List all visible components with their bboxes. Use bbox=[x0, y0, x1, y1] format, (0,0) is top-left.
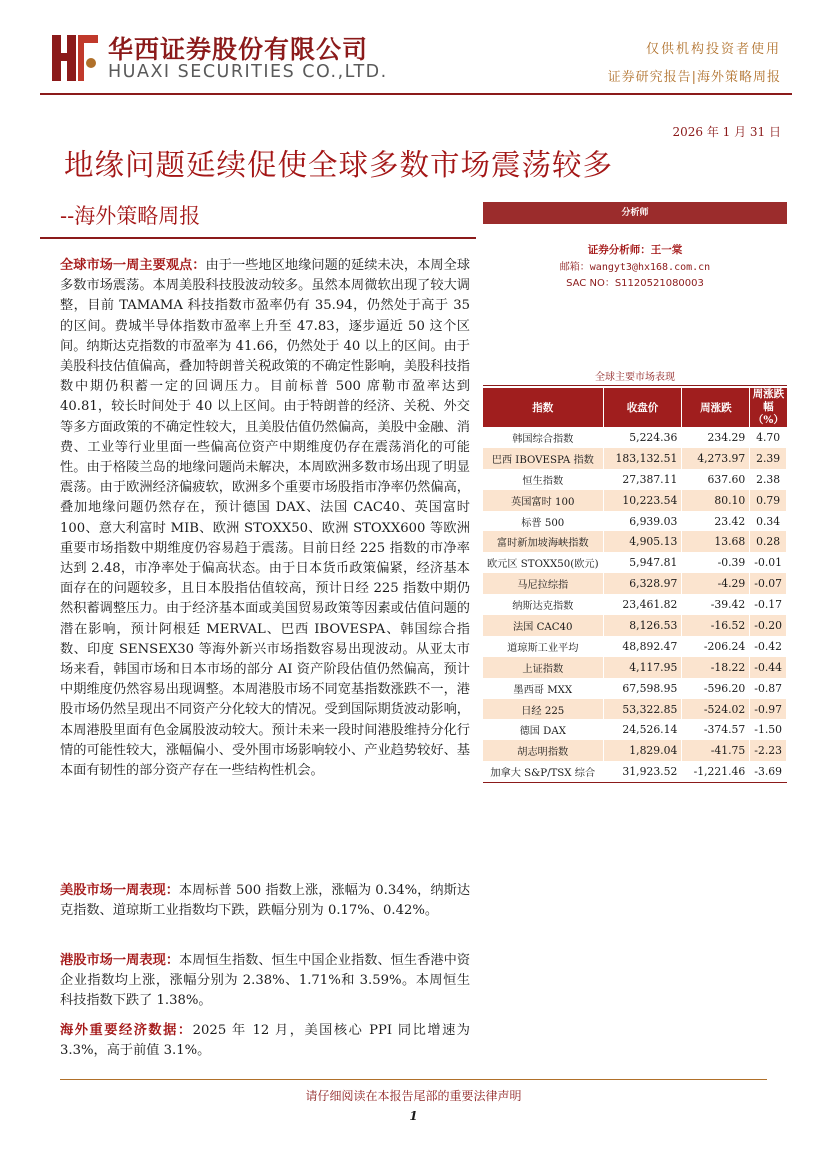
cell-index-name: 纳斯达克指数 bbox=[483, 594, 603, 615]
cell-pct: 4.70 bbox=[750, 427, 787, 448]
company-name-cn: 华西证券股份有限公司 bbox=[108, 35, 369, 64]
cell-pct: -0.01 bbox=[750, 552, 787, 573]
cell-change: -4.29 bbox=[682, 573, 750, 594]
cell-pct: -0.07 bbox=[750, 573, 787, 594]
cell-close: 4,905.13 bbox=[603, 531, 682, 552]
table-row bbox=[483, 719, 787, 740]
cell-close: 4,117.95 bbox=[603, 657, 682, 678]
cell-close: 8,126.53 bbox=[603, 615, 682, 636]
hk-market-lead: 港股市场一周表现： bbox=[60, 953, 180, 968]
table-row bbox=[483, 594, 787, 615]
col-header-close: 收盘价 bbox=[603, 388, 682, 427]
cell-index-name: 欧元区 STOXX50(欧元) bbox=[483, 552, 603, 573]
analyst-name: 证券分析师：王一棠 bbox=[587, 244, 683, 256]
table-row bbox=[483, 615, 787, 636]
table-row bbox=[483, 531, 787, 552]
cell-pct: -0.87 bbox=[750, 678, 787, 699]
cell-index-name: 韩国综合指数 bbox=[483, 427, 603, 448]
table-row bbox=[483, 699, 787, 720]
cell-close: 67,598.95 bbox=[603, 678, 682, 699]
macro-data-paragraph bbox=[60, 1021, 470, 1061]
cell-change: -39.42 bbox=[682, 594, 750, 615]
cell-index-name: 德国 DAX bbox=[483, 719, 603, 740]
cell-pct: -0.97 bbox=[750, 699, 787, 720]
col-header-change: 周涨跌 bbox=[682, 388, 750, 427]
table-row bbox=[483, 573, 787, 594]
table-row bbox=[483, 511, 787, 532]
cell-change: -41.75 bbox=[682, 740, 750, 761]
col-header-pct: 周涨跌幅（%） bbox=[750, 388, 787, 427]
cell-pct: -0.42 bbox=[750, 636, 787, 657]
market-performance-table bbox=[483, 388, 787, 783]
cell-close: 10,223.54 bbox=[603, 490, 682, 511]
cell-pct: 2.39 bbox=[750, 448, 787, 469]
cell-close: 1,829.04 bbox=[603, 740, 682, 761]
cell-index-name: 恒生指数 bbox=[483, 469, 603, 490]
page-number: 1 bbox=[409, 1109, 418, 1123]
cell-pct: 2.38 bbox=[750, 469, 787, 490]
cell-index-name: 马尼拉综指 bbox=[483, 573, 603, 594]
col-header-index: 指数 bbox=[483, 388, 603, 427]
cell-close: 48,892.47 bbox=[603, 636, 682, 657]
subtitle-divider bbox=[40, 237, 476, 239]
header-divider bbox=[40, 93, 792, 95]
market-table-body bbox=[483, 427, 787, 783]
cell-change: -18.22 bbox=[682, 657, 750, 678]
cell-index-name: 富时新加坡海峡指数 bbox=[483, 531, 603, 552]
cell-index-name: 道琼斯工业平均 bbox=[483, 636, 603, 657]
cell-index-name: 巴西 IBOVESPA 指数 bbox=[483, 448, 603, 469]
analyst-sac-number: SAC NO：S1120521080003 bbox=[566, 278, 704, 289]
cell-change: 637.60 bbox=[682, 469, 750, 490]
table-header-row bbox=[483, 388, 787, 427]
us-market-lead: 美股市场一周表现： bbox=[60, 883, 179, 898]
global-market-lead: 全球市场一周主要观点： bbox=[60, 258, 206, 273]
cell-change: 23.42 bbox=[682, 511, 750, 532]
cell-pct: -0.17 bbox=[750, 594, 787, 615]
table-row bbox=[483, 490, 787, 511]
macro-data-lead: 海外重要经济数据： bbox=[60, 1023, 193, 1038]
cell-change: 13.68 bbox=[682, 531, 750, 552]
company-logo-icon bbox=[52, 33, 98, 83]
company-name-en: HUAXI SECURITIES CO.,LTD. bbox=[108, 62, 388, 82]
us-market-text: 本周标普 500 指数上涨，涨幅为 0.34%，纳斯达克指数、道琼斯工业指数均下跌，跌幅分别为 0.17%、0.42%。 bbox=[60, 883, 471, 919]
cell-index-name: 法国 CAC40 bbox=[483, 615, 603, 636]
cell-close: 6,939.03 bbox=[603, 511, 682, 532]
cell-index-name: 加拿大 S&P/TSX 综合 bbox=[483, 761, 603, 782]
report-date: 2026 年 1 月 31 日 bbox=[672, 125, 781, 139]
hk-market-text: 本周恒生指数、恒生中国企业指数、恒生香港中资企业指数均上涨，涨幅分别为 2.38%、1.71%和 3.59%。本周恒生科技指数下跌了 1.38%。 bbox=[60, 953, 471, 1009]
cell-change: 80.10 bbox=[682, 490, 750, 511]
analyst-section-bar: 分析师 bbox=[483, 202, 787, 224]
macro-data-text: 2025 年 12 月，美国核心 PPI 同比增速为 3.3%，高于前值 3.1%。 bbox=[60, 1023, 470, 1059]
cell-change: -16.52 bbox=[682, 615, 750, 636]
cell-pct: 0.28 bbox=[750, 531, 787, 552]
cell-pct: -1.50 bbox=[750, 719, 787, 740]
cell-close: 5,947.81 bbox=[603, 552, 682, 573]
cell-change: 234.29 bbox=[682, 427, 750, 448]
cell-pct: -0.44 bbox=[750, 657, 787, 678]
cell-close: 27,387.11 bbox=[603, 469, 682, 490]
cell-change: -1,221.46 bbox=[682, 761, 750, 782]
cell-close: 53,322.85 bbox=[603, 699, 682, 720]
cell-change: 4,273.97 bbox=[682, 448, 750, 469]
legal-disclaimer: 请仔细阅读在本报告尾部的重要法律声明 bbox=[305, 1089, 522, 1103]
cell-index-name: 上证指数 bbox=[483, 657, 603, 678]
cell-index-name: 日经 225 bbox=[483, 699, 603, 720]
cell-change: -596.20 bbox=[682, 678, 750, 699]
cell-close: 23,461.82 bbox=[603, 594, 682, 615]
table-row bbox=[483, 761, 787, 782]
table-row bbox=[483, 636, 787, 657]
table-row bbox=[483, 448, 787, 469]
cell-index-name: 标普 500 bbox=[483, 511, 603, 532]
cell-close: 5,224.36 bbox=[603, 427, 682, 448]
cell-change: -524.02 bbox=[682, 699, 750, 720]
footer-divider bbox=[60, 1079, 767, 1080]
cell-pct: 0.34 bbox=[750, 511, 787, 532]
cell-index-name: 墨西哥 MXX bbox=[483, 678, 603, 699]
table-row bbox=[483, 552, 787, 573]
cell-pct: -2.23 bbox=[750, 740, 787, 761]
table-row bbox=[483, 657, 787, 678]
cell-index-name: 英国富时 100 bbox=[483, 490, 603, 511]
cell-close: 31,923.52 bbox=[603, 761, 682, 782]
cell-change: -0.39 bbox=[682, 552, 750, 573]
global-market-paragraph bbox=[60, 256, 470, 781]
global-market-text: 由于一些地区地缘问题的延续未决，本周全球多数市场震荡。本周美股科技股波动较多。虽然本周微软出现了较大调整，目前 TAMAMA 科技指数市盈率仍有 35.94，仍然处于高于 35 的区间。费城半导体指数市盈率上升至 47.83，逐步逼近 50 这个区间。纳斯达克指数的市盈率为 41.66，仍然处于 40 以上的区间。由于美股科技估值偏高，叠加特朗普关税政策的不确定性影响，美股科技指数中期仍积蓄一定的回调压力。目前标普 500 席勒市盈率达到 40.81，较长时间处于 40 以上区间。由于特朗普的经济、关税、外交等多方面政策的不确定性较大，且美股估值仍然偏高，美股中金融、消费、工业等行业里面一些偏高位资产中期维度仍存在震荡消化的可能性。由于格陵兰岛的地缘问题尚未解决，本周欧洲多数市场出现了明显震荡。由于欧洲经济偏疲软，欧洲多个重要市场股指市净率仍然偏高，叠加地缘问题仍然存在，预计德国 DAX、法国 CAC40、英国富时 100、意大利富时 MIB、欧洲 STOXX50、欧洲 STOXX600 等欧洲重要市场指数中期维度仍容易趋于震荡。目前日经 225 指数的市净率达到 2.48，市净率处于偏高状态。由于日本货币政策偏紧，经济基本面存在的问题较多，且日本股指估值较高，预计日经 225 指数中期仍然积蓄调整压力。由于经济基本面或美国贸易政策等因素或估值问题的潜在影响，预计阿根廷 MERVAL、巴西 IBOVESPA、韩国综合指数、印度 SENSEX30 等海外新兴市场指数容易出现波动。从亚太市场来看，韩国市场和日本市场的部分 AI 资产阶段估值仍然偏高，预计中期维度仍然容易出现调整。本周港股市场不同宽基指数涨跌不一，港股市场仍然呈现出不同资产分化较大的情况。受到国际期货波动影响，本周港股里面有色金属股波动较大。预计未来一段时间港股维持分化行情的可能性较大，涨幅偏小、受外围市场影响较小、产业趋势较好、基本面有韧性的部分资产存在一些结构性机会。 bbox=[60, 258, 471, 779]
table-row bbox=[483, 469, 787, 490]
table-row bbox=[483, 678, 787, 699]
table-row bbox=[483, 740, 787, 761]
report-subtitle: --海外策略周报 bbox=[60, 204, 201, 228]
report-title: 地缘问题延续促使全球多数市场震荡较多 bbox=[64, 148, 614, 182]
market-table-caption: 全球主要市场表现 bbox=[595, 372, 675, 383]
institutional-only-tag: 仅供机构投资者使用 bbox=[645, 42, 781, 57]
cell-change: -374.57 bbox=[682, 719, 750, 740]
cell-close: 183,132.51 bbox=[603, 448, 682, 469]
hk-market-paragraph bbox=[60, 951, 470, 1012]
cell-change: -206.24 bbox=[682, 636, 750, 657]
cell-pct: -3.69 bbox=[750, 761, 787, 782]
cell-close: 6,328.97 bbox=[603, 573, 682, 594]
cell-index-name: 胡志明指数 bbox=[483, 740, 603, 761]
cell-pct: -0.20 bbox=[750, 615, 787, 636]
market-table-top-rule bbox=[483, 385, 787, 386]
analyst-email[interactable]: 邮箱：wangyt3@hx168.com.cn bbox=[559, 262, 711, 273]
table-row bbox=[483, 427, 787, 448]
report-type-tag: 证券研究报告|海外策略周报 bbox=[607, 70, 781, 85]
cell-close: 24,526.14 bbox=[603, 719, 682, 740]
us-market-paragraph bbox=[60, 881, 470, 921]
cell-pct: 0.79 bbox=[750, 490, 787, 511]
